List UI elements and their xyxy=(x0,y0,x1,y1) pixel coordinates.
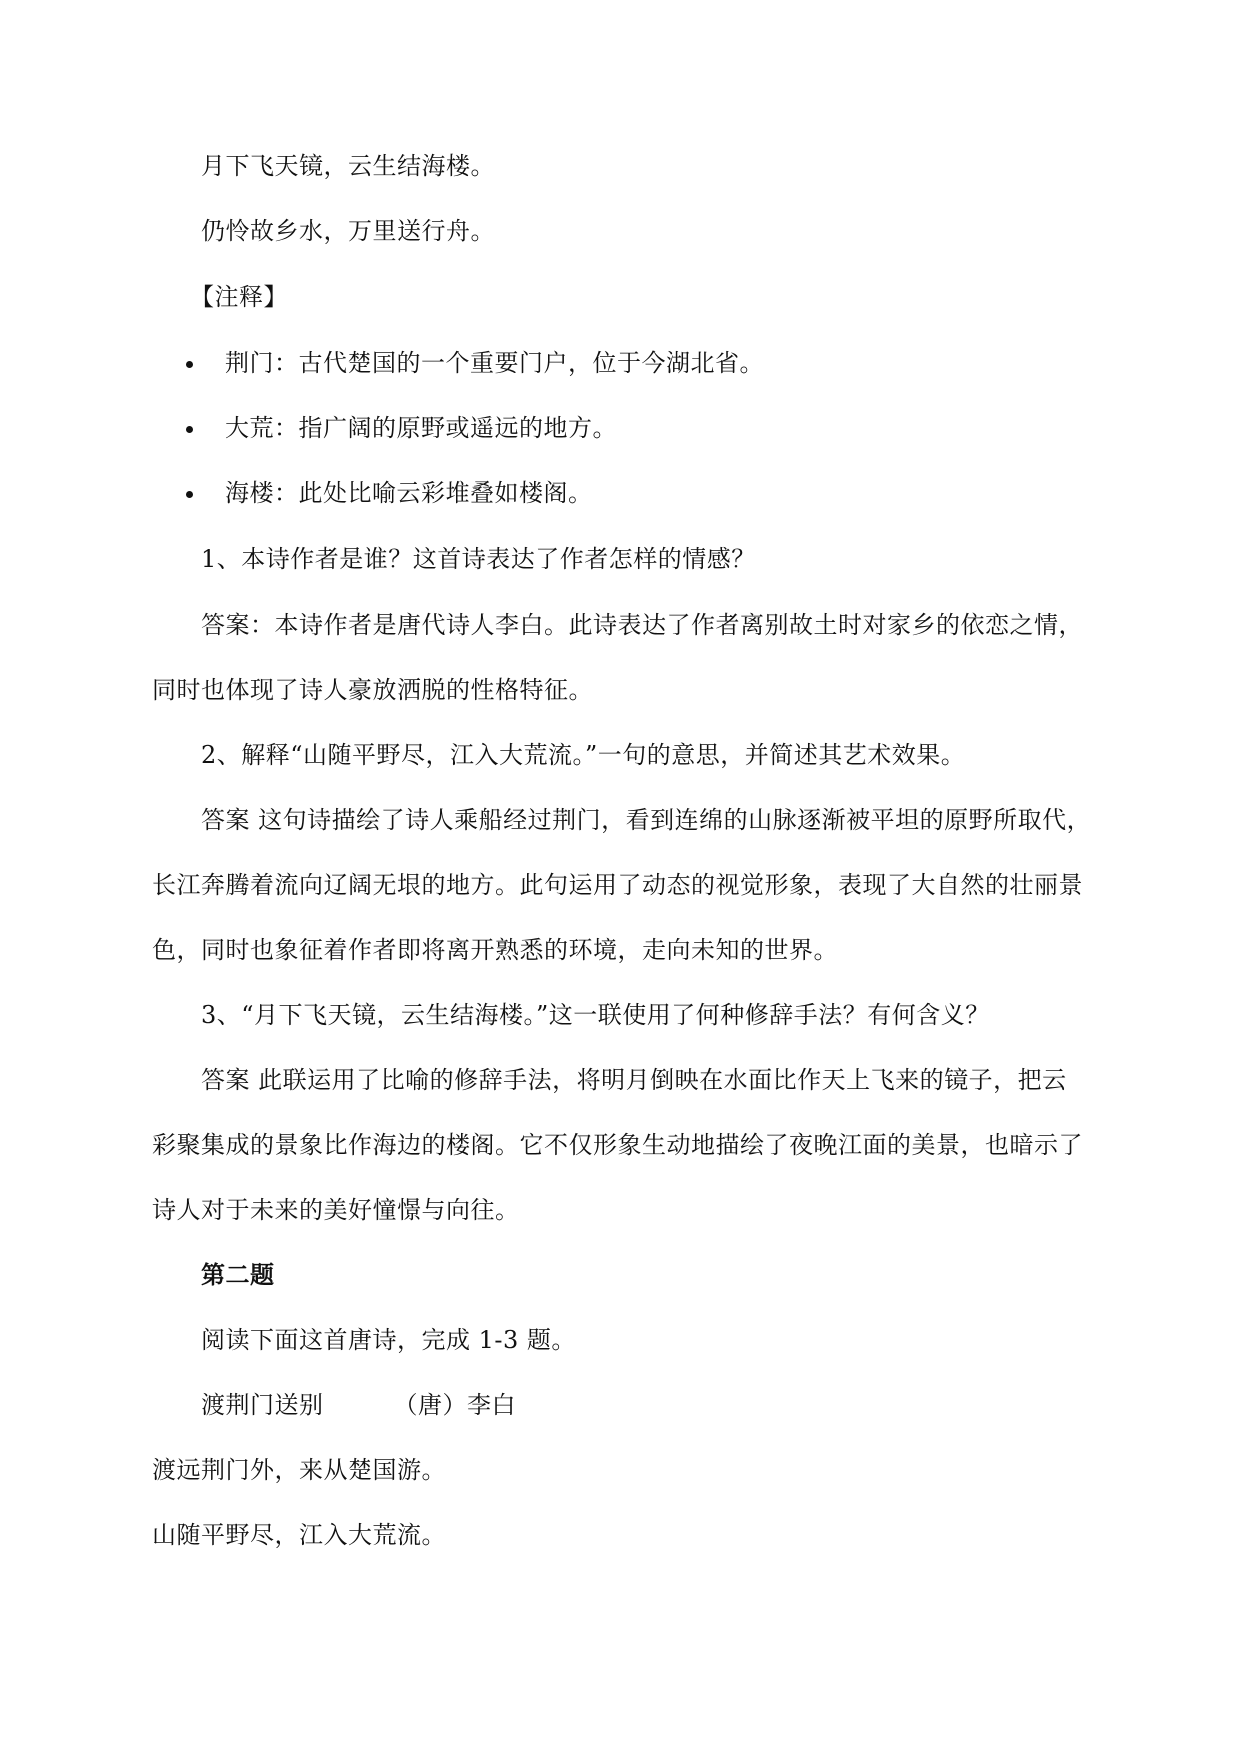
note-item: 荆门：古代楚国的一个重要门户，位于今湖北省。 xyxy=(225,349,764,377)
poem-title: 渡荆门送别 xyxy=(201,1391,324,1419)
section-instruction: 阅读下面这首唐诗，完成 1-3 题。 xyxy=(201,1326,576,1354)
poem-line: 仍怜故乡水，万里送行舟。 xyxy=(201,217,495,245)
notes-heading: 【注释】 xyxy=(190,283,288,311)
answer-1-line: 答案：本诗作者是唐代诗人李白。此诗表达了作者离别故土时对家乡的依恋之情， xyxy=(201,611,1083,639)
poem-line: 月下飞天镜，云生结海楼。 xyxy=(201,152,495,180)
answer-3-line: 彩聚集成的景象比作海边的楼阁。它不仅形象生动地描绘了夜晚江面的美景，也暗示了 xyxy=(152,1131,1083,1159)
bullet-icon xyxy=(186,361,193,368)
poem-author: （唐）李白 xyxy=(393,1391,516,1419)
note-item: 海楼：此处比喻云彩堆叠如楼阁。 xyxy=(225,479,593,507)
question-1: 1、本诗作者是谁？这首诗表达了作者怎样的情感？ xyxy=(201,545,756,573)
answer-2-line: 长江奔腾着流向辽阔无垠的地方。此句运用了动态的视觉形象，表现了大自然的壮丽景 xyxy=(152,871,1083,899)
poem-title-line xyxy=(201,1389,516,1421)
answer-2-line: 色，同时也象征着作者即将离开熟悉的环境，走向未知的世界。 xyxy=(152,936,838,964)
answer-1-line: 同时也体现了诗人豪放洒脱的性格特征。 xyxy=(152,676,593,704)
section-heading: 第二题 xyxy=(201,1260,275,1289)
answer-3-line: 答案 此联运用了比喻的修辞手法，将明月倒映在水面比作天上飞来的镜子，把云 xyxy=(201,1066,1067,1094)
answer-3-line: 诗人对于未来的美好憧憬与向往。 xyxy=(152,1196,520,1224)
poem-line: 渡远荆门外，来从楚国游。 xyxy=(152,1456,446,1484)
question-3: 3、“月下飞天镜，云生结海楼。”这一联使用了何种修辞手法？有何含义？ xyxy=(201,1001,990,1029)
answer-2-line: 答案 这句诗描绘了诗人乘船经过荆门，看到连绵的山脉逐渐被平坦的原野所取代， xyxy=(201,806,1092,834)
bullet-icon xyxy=(186,491,193,498)
note-item: 大荒：指广阔的原野或遥远的地方。 xyxy=(225,414,617,442)
poem-line: 山随平野尽，江入大荒流。 xyxy=(152,1521,446,1549)
bullet-icon xyxy=(186,426,193,433)
question-2: 2、解释“山随平野尽，江入大荒流。”一句的意思，并简述其艺术效果。 xyxy=(201,741,966,769)
